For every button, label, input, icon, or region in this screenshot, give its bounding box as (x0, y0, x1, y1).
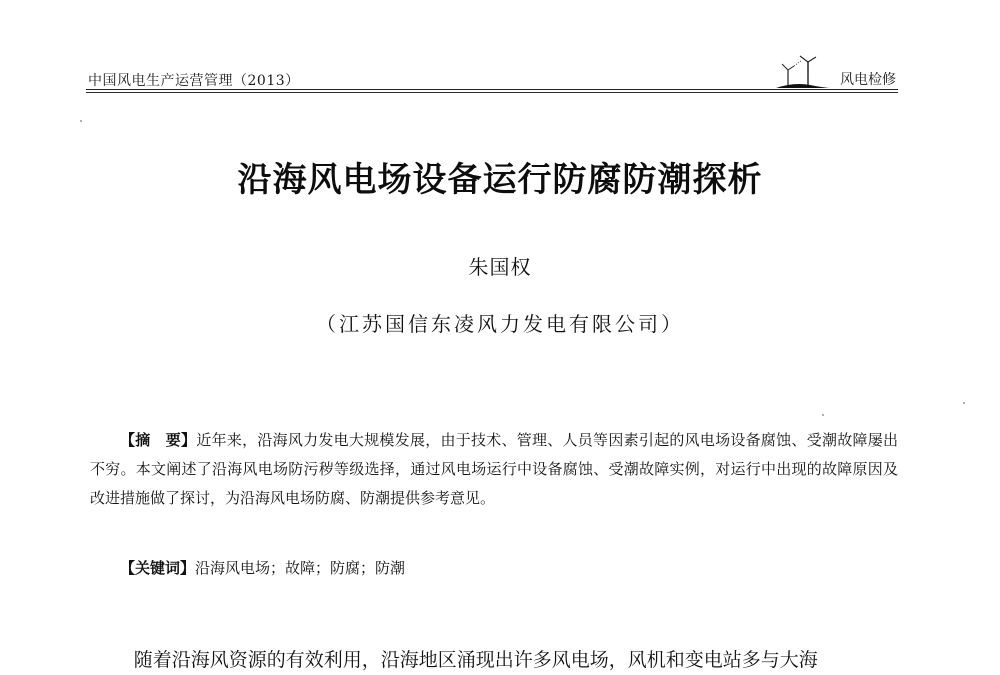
wind-turbine-icon (774, 52, 834, 90)
header-divider-thin (86, 92, 898, 93)
article-author: 朱国权 (468, 255, 532, 279)
author-affiliation: （江苏国信东凌风力发电有限公司） (316, 312, 684, 336)
article-title: 沿海风电场设备运行防腐防潮探析 (237, 160, 763, 200)
section-name: 风电检修 (840, 72, 896, 88)
abstract-paragraph (90, 426, 898, 513)
body-first-line: 随着沿海风资源的有效利用，沿海地区涌现出许多风电场，风机和变电站多与大海 (133, 649, 818, 671)
abstract-text: 近年来，沿海风力发电大规模发展，由于技术、管理、人员等因素引起的风电场设备腐蚀、受潮故障屡出不穷。本文阐述了沿海风电场防污秽等级选择，通过风电场运行中设备腐蚀、受潮故障实例，对运行中出现的故障原因及改进措施做了探讨，为沿海风电场防腐、防潮提供参考意见。 (90, 431, 898, 507)
scan-speck (822, 414, 824, 416)
keywords-label: 【关键词】 (120, 559, 196, 577)
running-header (86, 52, 898, 92)
scan-speck (80, 120, 82, 122)
keywords-paragraph (90, 554, 898, 583)
journal-name: 中国风电生产运营管理（2013） (88, 73, 300, 89)
scan-speck (963, 402, 965, 404)
header-divider (86, 89, 898, 90)
keywords-text: 沿海风电场；故障；防腐；防潮 (195, 559, 406, 577)
abstract-label: 【摘 要】 (120, 431, 197, 449)
